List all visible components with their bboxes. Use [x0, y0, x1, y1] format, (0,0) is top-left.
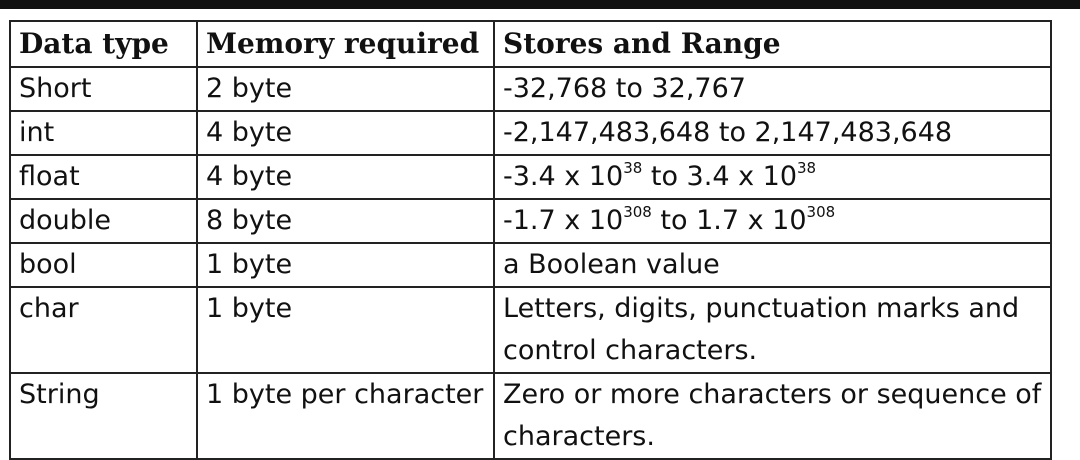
header-stores-and-range: Stores and Range	[494, 21, 1051, 67]
cell-type: Short	[10, 67, 197, 111]
data-types-table-container	[9, 20, 1052, 460]
range-exponent: 308	[806, 203, 836, 221]
cell-type: String	[10, 373, 197, 459]
cell-range: Letters, digits, punctuation marks and control characters.	[494, 287, 1051, 373]
cell-memory: 1 byte	[197, 243, 494, 287]
cell-range: -2,147,483,648 to 2,147,483,648	[494, 111, 1051, 155]
cell-range	[494, 155, 1051, 199]
table-row	[10, 373, 1051, 459]
table-row	[10, 199, 1051, 243]
cell-type: float	[10, 155, 197, 199]
cell-memory: 2 byte	[197, 67, 494, 111]
table-row	[10, 111, 1051, 155]
range-text: -3.4 x 10	[503, 161, 624, 192]
cell-range: a Boolean value	[494, 243, 1051, 287]
range-text: to 3.4 x 10	[642, 161, 797, 192]
cell-type: double	[10, 199, 197, 243]
cell-memory: 4 byte	[197, 155, 494, 199]
table-row	[10, 155, 1051, 199]
table-row	[10, 243, 1051, 287]
cell-type: int	[10, 111, 197, 155]
table-row	[10, 287, 1051, 373]
cell-memory: 1 byte	[197, 287, 494, 373]
cell-memory: 4 byte	[197, 111, 494, 155]
range-text: -1.7 x 10	[503, 205, 624, 236]
cell-memory: 8 byte	[197, 199, 494, 243]
cell-type: bool	[10, 243, 197, 287]
header-memory-required: Memory required	[197, 21, 494, 67]
cell-range: Zero or more characters or sequence of characters.	[494, 373, 1051, 459]
range-exponent: 308	[623, 203, 652, 221]
range-text: to 1.7 x 10	[651, 205, 807, 236]
cell-memory: 1 byte per character	[197, 373, 494, 459]
cell-range	[494, 199, 1051, 243]
range-exponent: 38	[797, 159, 817, 177]
header-row	[10, 21, 1051, 67]
top-dark-bar	[0, 0, 1080, 9]
range-exponent: 38	[623, 159, 643, 177]
table-row	[10, 67, 1051, 111]
cell-type: char	[10, 287, 197, 373]
header-data-type: Data type	[10, 21, 197, 67]
data-types-table	[9, 20, 1052, 460]
cell-range: -32,768 to 32,767	[494, 67, 1051, 111]
